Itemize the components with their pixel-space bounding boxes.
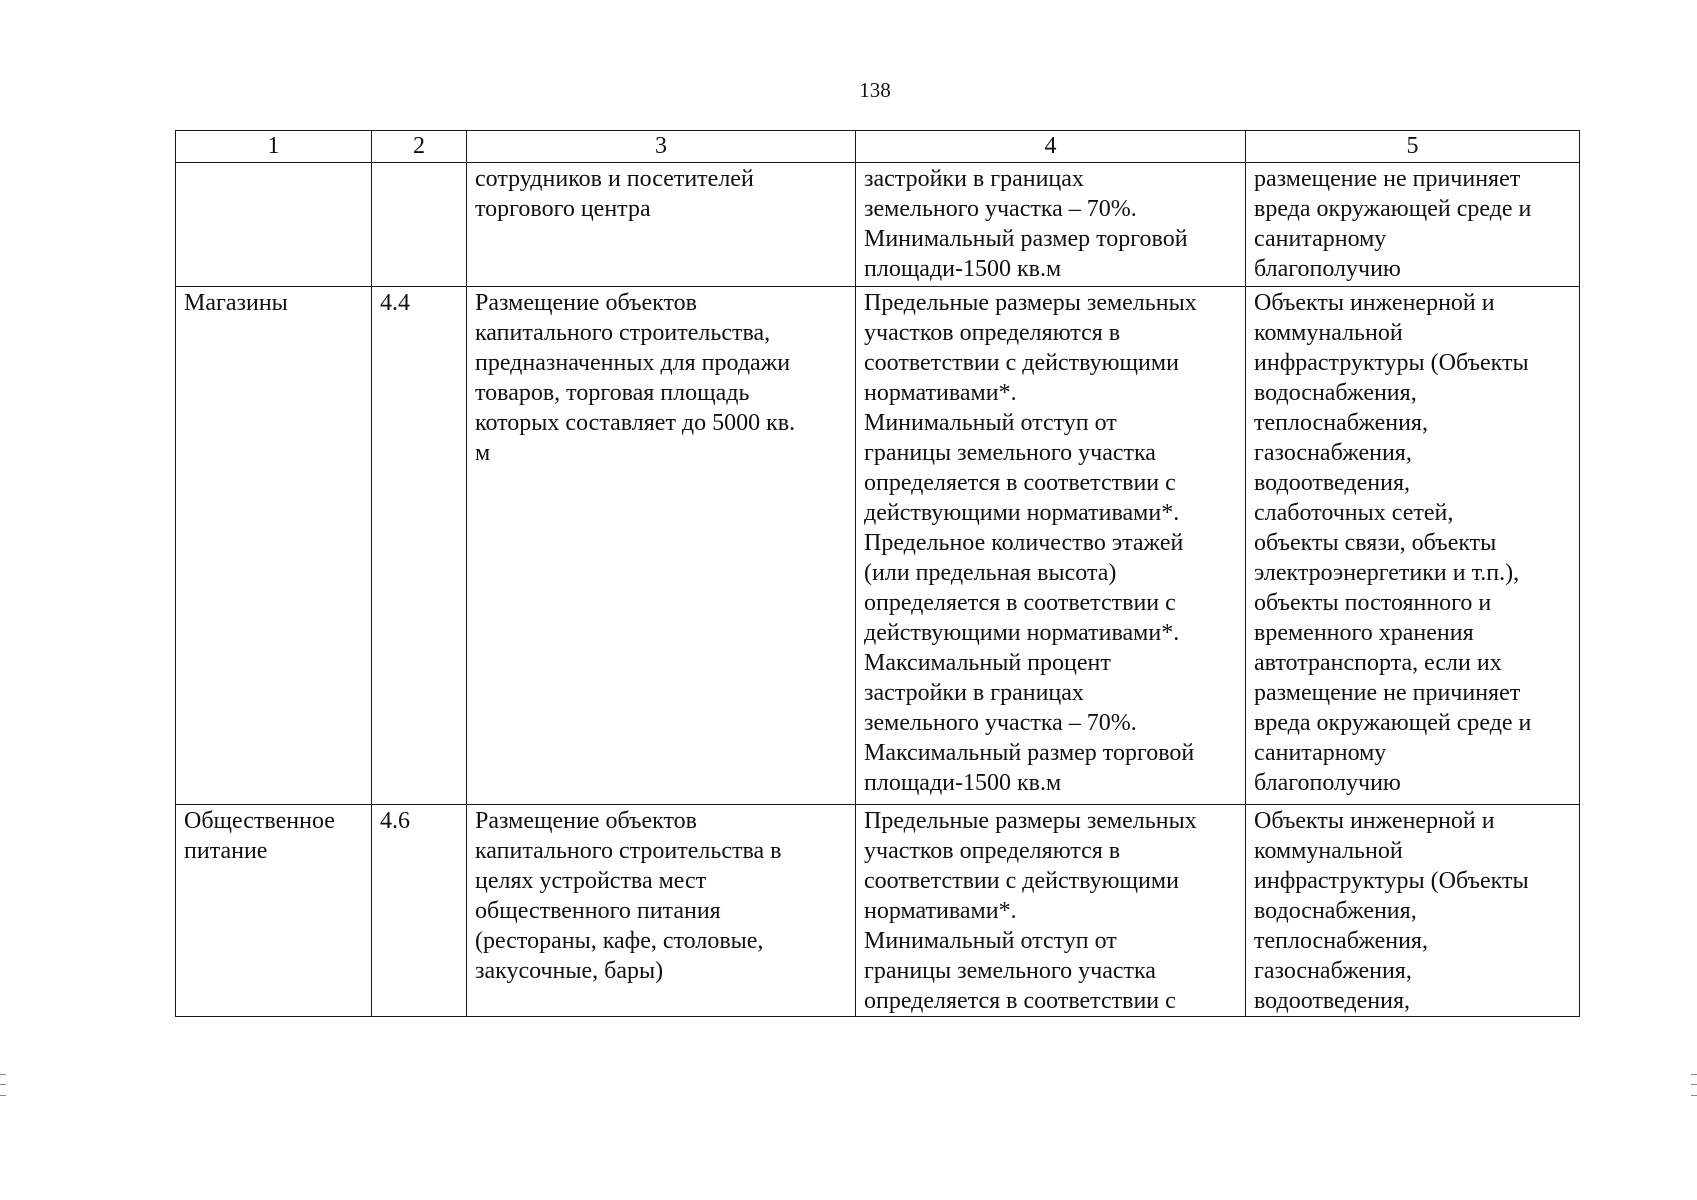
cell-text-line: водоснабжения, — [1254, 380, 1417, 406]
cell-text-line: размещение не причиняет — [1254, 680, 1521, 706]
table-row — [176, 805, 1580, 1017]
cell-text-line: вреда окружающей среде и — [1254, 710, 1532, 736]
cell-text-line: электроэнергетики и т.п.), — [1254, 560, 1520, 586]
cell-text-line: которых составляет до 5000 кв. — [475, 410, 796, 436]
cell-text-line: слаботочных сетей, — [1254, 500, 1454, 526]
cell-text-line: инфраструктуры (Объекты — [1254, 868, 1529, 894]
cell-text-line: нормативами*. — [864, 380, 1017, 406]
cell-auxiliary — [1246, 805, 1580, 1017]
cell-text-line: м — [475, 440, 491, 466]
table-row — [176, 163, 1580, 287]
cell-text-line: теплоснабжения, — [1254, 410, 1428, 436]
cell-text-line: закусочные, бары) — [475, 958, 664, 984]
cell-text-line: нормативами*. — [864, 898, 1017, 924]
cell-text-line: газоснабжения, — [1254, 958, 1412, 984]
cell-text-line: газоснабжения, — [1254, 440, 1412, 466]
cell-text-line: Максимальный процент — [864, 650, 1111, 676]
cell-text-line: определяется в соответствии с — [864, 988, 1176, 1014]
cell-text-line: коммунальной — [1254, 320, 1403, 346]
cell-name: Магазины — [176, 287, 372, 805]
cell-text-line: определяется в соответствии с — [864, 590, 1176, 616]
cell-text-line: застройки в границах — [864, 166, 1084, 192]
cell-name: Общественное питание — [176, 805, 372, 1017]
cell-text-line: сотрудников и посетителей — [475, 166, 754, 192]
cell-text-line: земельного участка – 70%. — [864, 196, 1137, 222]
cell-text-line: торгового центра — [475, 196, 651, 222]
cell-text-line: (рестораны, кафе, столовые, — [475, 928, 764, 954]
cell-text-line: инфраструктуры (Объекты — [1254, 350, 1529, 376]
cell-text-line: земельного участка – 70%. — [864, 710, 1137, 736]
cell-text-line: Размещение объектов — [475, 290, 697, 316]
cell-text-line: соответствии с действующими — [864, 350, 1179, 376]
cell-text-line: товаров, торговая площадь — [475, 380, 750, 406]
cell-text-line: Предельные размеры земельных — [864, 808, 1197, 834]
cell-text-line: объекты постоянного и — [1254, 590, 1492, 616]
cell-text-line: временного хранения — [1254, 620, 1474, 646]
header-col-4: 4 — [856, 131, 1246, 163]
cell-text-line: капитального строительства в — [475, 838, 782, 864]
cell-text-line: соответствии с действующими — [864, 868, 1179, 894]
cell-text-line: площади-1500 кв.м — [864, 770, 1062, 796]
cell-text-line: Размещение объектов — [475, 808, 697, 834]
cell-text-line: границы земельного участка — [864, 440, 1156, 466]
cell-name — [176, 163, 372, 287]
cell-text-line: Предельные размеры земельных — [864, 290, 1197, 316]
header-col-5: 5 — [1246, 131, 1580, 163]
land-use-table — [175, 130, 1580, 1017]
cell-parameters — [856, 163, 1246, 287]
cell-code — [372, 163, 467, 287]
cell-text-line: санитарному — [1254, 226, 1387, 252]
cell-text-line: капитального строительства, — [475, 320, 771, 346]
cell-code: 4.6 — [372, 805, 467, 1017]
cell-text-line: границы земельного участка — [864, 958, 1156, 984]
cell-parameters — [856, 805, 1246, 1017]
cell-text-line: Минимальный отступ от — [864, 928, 1117, 954]
cell-text-line: санитарному — [1254, 740, 1387, 766]
header-col-3: 3 — [467, 131, 856, 163]
cell-text-line: площади-1500 кв.м — [864, 256, 1062, 282]
cell-text-line: объекты связи, объекты — [1254, 530, 1497, 556]
cell-code: 4.4 — [372, 287, 467, 805]
cell-text-line: предназначенных для продажи — [475, 350, 791, 376]
cell-text-line: Минимальный отступ от — [864, 410, 1117, 436]
cell-text-line: застройки в границах — [864, 680, 1084, 706]
cell-text-line: Объекты инженерной и — [1254, 808, 1495, 834]
cell-text-line: автотранспорта, если их — [1254, 650, 1502, 676]
cell-auxiliary — [1246, 287, 1580, 805]
left-margin-mark — [0, 1074, 6, 1096]
cell-text-line: размещение не причиняет — [1254, 166, 1521, 192]
cell-description — [467, 163, 856, 287]
cell-text-line: Максимальный размер торговой — [864, 740, 1195, 766]
cell-description — [467, 805, 856, 1017]
cell-text-line: определяется в соответствии с — [864, 470, 1176, 496]
header-col-2: 2 — [372, 131, 467, 163]
page-number: 138 — [859, 78, 891, 102]
cell-text-line: общественного питания — [475, 898, 721, 924]
cell-text-line: действующими нормативами*. — [864, 500, 1180, 526]
cell-text-line: участков определяются в — [864, 320, 1121, 346]
table-row — [176, 287, 1580, 805]
cell-text-line: участков определяются в — [864, 838, 1121, 864]
cell-text-line: благополучию — [1254, 256, 1401, 282]
table-header-row — [176, 131, 1580, 163]
cell-text-line: вреда окружающей среде и — [1254, 196, 1532, 222]
cell-text-line: водоснабжения, — [1254, 898, 1417, 924]
cell-text-line: (или предельная высота) — [864, 560, 1117, 586]
cell-text-line: благополучию — [1254, 770, 1401, 796]
cell-text-line: действующими нормативами*. — [864, 620, 1180, 646]
header-col-1: 1 — [176, 131, 372, 163]
cell-text-line: теплоснабжения, — [1254, 928, 1428, 954]
cell-text-line: Минимальный размер торговой — [864, 226, 1188, 252]
cell-text-line: Объекты инженерной и — [1254, 290, 1495, 316]
cell-text-line: водоотведения, — [1254, 988, 1410, 1014]
cell-parameters — [856, 287, 1246, 805]
cell-description — [467, 287, 856, 805]
cell-text-line: Предельное количество этажей — [864, 530, 1184, 556]
cell-auxiliary — [1246, 163, 1580, 287]
cell-text-line: коммунальной — [1254, 838, 1403, 864]
cell-text-line: водоотведения, — [1254, 470, 1410, 496]
right-margin-mark — [1691, 1074, 1697, 1096]
cell-text-line: целях устройства мест — [475, 868, 707, 894]
